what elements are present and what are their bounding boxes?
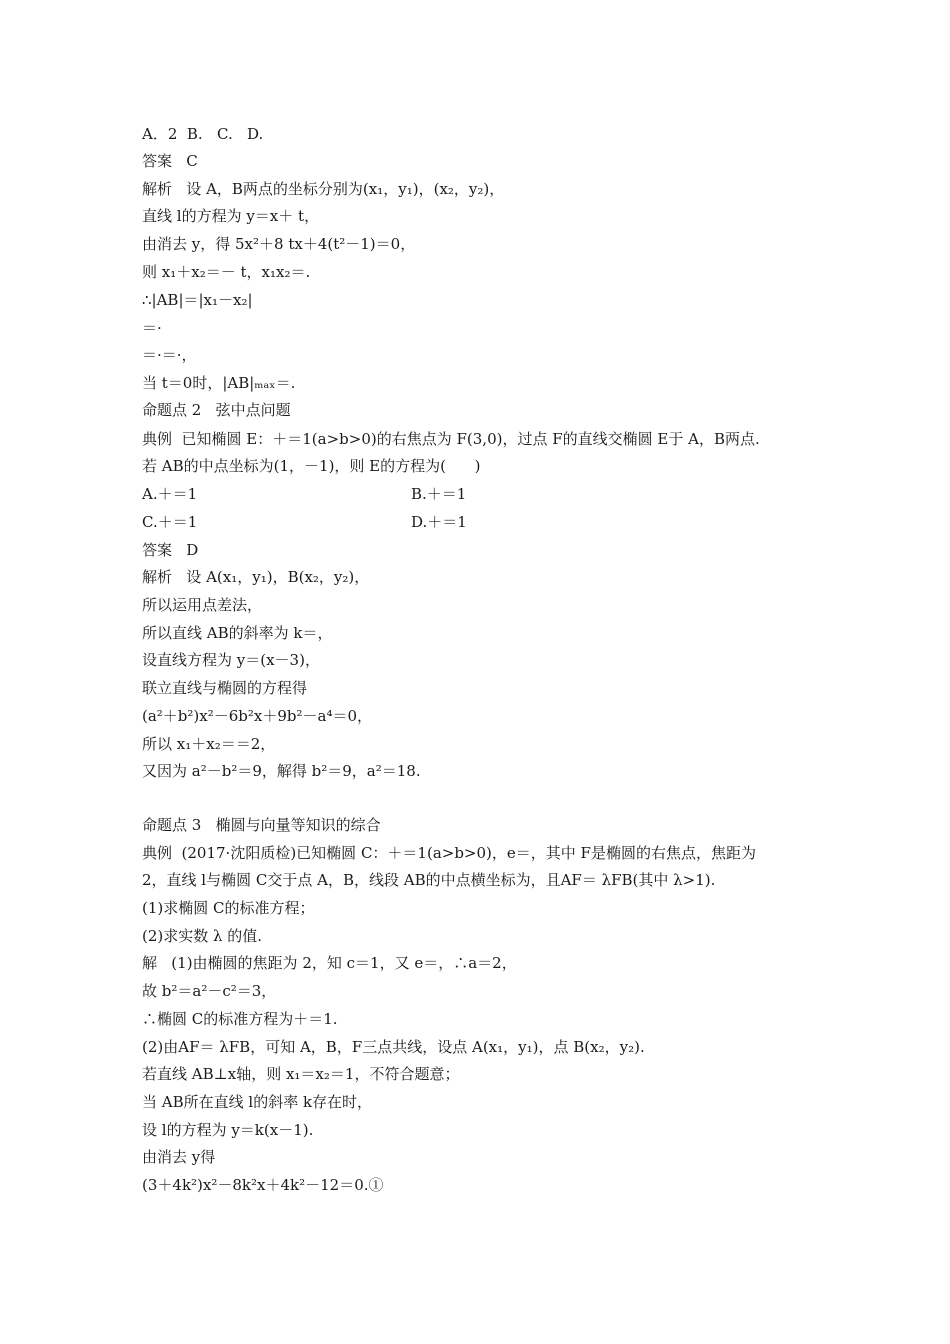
text-line: 由消去 y，得 5x²＋8 tx＋4(t²－1)＝0， (142, 235, 416, 253)
text-line: 当 AB所在直线 l的斜率 k存在时， (142, 1093, 373, 1111)
text-line: 则 x₁＋x₂＝－ t，x₁x₂＝. (142, 263, 311, 281)
text-line: 答案 D (142, 541, 199, 559)
text-line: (2)求实数 λ 的值. (142, 927, 263, 945)
text-line: 又因为 a²－b²＝9，解得 b²＝9，a²＝18. (142, 762, 421, 780)
text-line: 当 t＝0时，|AB|ₘₐₓ＝. (142, 374, 296, 392)
text-line: 所以直线 AB的斜率为 k＝， (142, 624, 333, 642)
text-line: ∴椭圆 C的标准方程为＋＝1. (142, 1010, 338, 1028)
text-line: 故 b²＝a²－c²＝3， (142, 982, 277, 1000)
text-line: A．2 B. C. D. (142, 125, 264, 143)
section-heading: 命题点 2 弦中点问题 (142, 401, 291, 419)
text-line: 解 (1)由椭圆的焦距为 2，知 c＝1，又 e＝，∴a＝2， (142, 954, 517, 972)
text-line: 解析 设 A，B两点的坐标分别为(x₁，y₁)，(x₂，y₂)， (142, 180, 505, 198)
text-line: ＝·＝·， (142, 346, 197, 364)
text-line: (3＋4k²)x²－8k²x＋4k²－12＝0.① (142, 1176, 384, 1194)
section-heading: 命题点 3 椭圆与向量等知识的综合 (142, 816, 381, 834)
option-a: A.＋＝1 (142, 485, 198, 503)
text-line: 联立直线与椭圆的方程得 (142, 679, 308, 697)
option-d: D.＋＝1 (411, 513, 467, 531)
text-line: 答案 C (142, 152, 198, 170)
option-b: B.＋＝1 (411, 485, 467, 503)
text-line: 解析 设 A(x₁，y₁)，B(x₂，y₂)， (142, 568, 370, 586)
text-line: 若 AB的中点坐标为(1，－1)，则 E的方程为( ) (142, 457, 481, 475)
text-line: (a²＋b²)x²－6b²x＋9b²－a⁴＝0， (142, 707, 373, 725)
text-line: 直线 l的方程为 y＝x＋ t， (142, 207, 320, 225)
option-c: C.＋＝1 (142, 513, 198, 531)
text-line: ∴|AB|＝|x₁－x₂| (142, 291, 253, 309)
text-line: (2)由AF＝ λFB，可知 A，B，F三点共线，设点 A(x₁，y₁)，点 B(x₂，y₂). (142, 1038, 645, 1056)
text-line: 典例 已知椭圆 E：＋＝1(a>b>0)的右焦点为 F(3,0)，过点 F的直线交椭圆 E于 A，B两点. (142, 430, 760, 448)
text-line: 2，直线 l与椭圆 C交于点 A，B，线段 AB的中点横坐标为，且AF＝ λFB(其中 λ>1). (142, 871, 716, 889)
text-line: 若直线 AB⊥x轴，则 x₁＝x₂＝1，不符合题意； (142, 1065, 460, 1083)
text-line: 所以 x₁＋x₂＝＝2， (142, 735, 276, 753)
text-line: 典例 (2017·沈阳质检)已知椭圆 C：＋＝1(a>b>0)，e＝，其中 F是椭圆的右焦点，焦距为 (142, 844, 756, 862)
text-line: 所以运用点差法， (142, 596, 263, 614)
text-line: 由消去 y得 (142, 1148, 216, 1166)
text-line: 设直线方程为 y＝(x－3)， (142, 651, 320, 669)
text-line: ＝· (142, 319, 162, 337)
text-line: (1)求椭圆 C的标准方程； (142, 899, 315, 917)
text-line: 设 l的方程为 y＝k(x－1). (142, 1121, 314, 1139)
